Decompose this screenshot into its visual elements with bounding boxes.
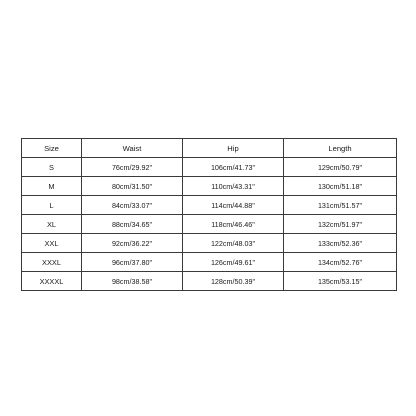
size-cell: S (22, 158, 82, 177)
size-chart-table (21, 138, 397, 291)
length-cell: 134cm/52.76" (284, 253, 397, 272)
table-row (22, 253, 397, 272)
waist-cell: 76cm/29.92" (82, 158, 183, 177)
length-cell: 130cm/51.18" (284, 177, 397, 196)
waist-cell: 80cm/31.50" (82, 177, 183, 196)
table-row (22, 234, 397, 253)
size-cell: XXL (22, 234, 82, 253)
size-cell: XXXL (22, 253, 82, 272)
header-length: Length (284, 139, 397, 158)
hip-cell: 126cm/49.61" (183, 253, 284, 272)
header-waist: Waist (82, 139, 183, 158)
hip-cell: 128cm/50.39" (183, 272, 284, 291)
length-cell: 132cm/51.97" (284, 215, 397, 234)
length-cell: 129cm/50.79" (284, 158, 397, 177)
length-cell: 131cm/51.57" (284, 196, 397, 215)
waist-cell: 92cm/36.22" (82, 234, 183, 253)
length-cell: 133cm/52.36" (284, 234, 397, 253)
table-row (22, 272, 397, 291)
table-header-row (22, 139, 397, 158)
size-cell: XL (22, 215, 82, 234)
header-hip: Hip (183, 139, 284, 158)
table-row (22, 196, 397, 215)
waist-cell: 98cm/38.58" (82, 272, 183, 291)
size-cell: XXXXL (22, 272, 82, 291)
hip-cell: 106cm/41.73" (183, 158, 284, 177)
hip-cell: 114cm/44.88" (183, 196, 284, 215)
waist-cell: 88cm/34.65" (82, 215, 183, 234)
table-row (22, 215, 397, 234)
hip-cell: 118cm/46.46" (183, 215, 284, 234)
table-row (22, 177, 397, 196)
table-row (22, 158, 397, 177)
waist-cell: 96cm/37.80" (82, 253, 183, 272)
hip-cell: 122cm/48.03" (183, 234, 284, 253)
size-cell: M (22, 177, 82, 196)
waist-cell: 84cm/33.07" (82, 196, 183, 215)
hip-cell: 110cm/43.31" (183, 177, 284, 196)
header-size: Size (22, 139, 82, 158)
size-cell: L (22, 196, 82, 215)
length-cell: 135cm/53.15" (284, 272, 397, 291)
